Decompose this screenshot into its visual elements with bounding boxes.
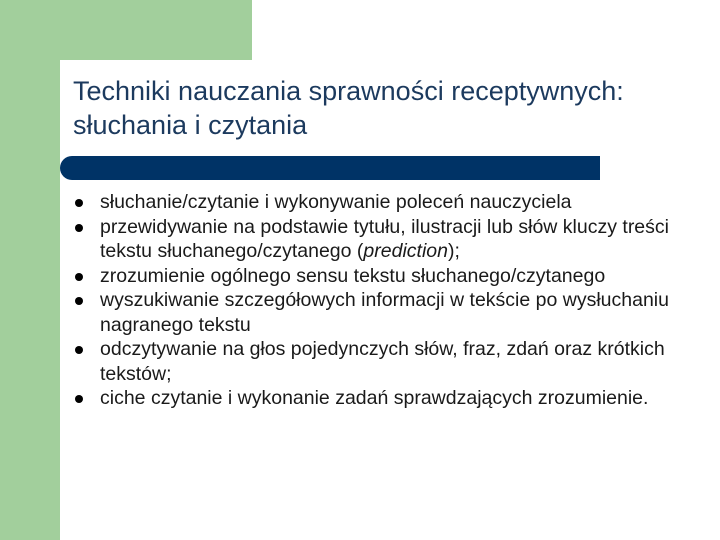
bullet-text: ciche czytanie i wykonanie zadań sprawdzających zrozumienie. bbox=[100, 387, 649, 409]
bullet-item bbox=[75, 215, 675, 264]
bullet-item bbox=[75, 264, 675, 289]
bullet-icon bbox=[75, 273, 83, 281]
bullet-text: przewidywanie na podstawie tytułu, ilustracji lub słów kluczy treści tekstu słuchanego/czytanego ( bbox=[100, 215, 669, 262]
slide-title: Techniki nauczania sprawności receptywnych: słuchania i czytania bbox=[73, 76, 624, 140]
bullet-icon bbox=[75, 297, 83, 305]
bullet-list bbox=[75, 190, 675, 411]
top-accent-bar bbox=[0, 0, 252, 60]
title-underline-bar bbox=[60, 156, 600, 180]
left-accent-bar bbox=[0, 0, 60, 540]
bullet-text: wyszukiwanie szczegółowych informacji w tekście po wysłuchaniu nagranego tekstu bbox=[100, 289, 669, 336]
bullet-text: odczytywanie na głos pojedynczych słów, fraz, zdań oraz krótkich tekstów; bbox=[100, 338, 665, 385]
bullet-icon bbox=[75, 224, 83, 232]
bullet-text-italic: prediction bbox=[363, 240, 448, 262]
bullet-text: zrozumienie ogólnego sensu tekstu słuchanego/czytanego bbox=[100, 264, 606, 287]
bullet-text: słuchanie/czytanie i wykonywanie poleceń nauczyciela bbox=[100, 191, 572, 213]
bullet-text-end: ); bbox=[447, 240, 460, 262]
bullet-icon bbox=[75, 346, 83, 354]
bullet-item bbox=[75, 337, 675, 386]
bullet-item bbox=[75, 288, 675, 337]
bullet-icon bbox=[75, 395, 83, 403]
bullet-item bbox=[75, 386, 675, 411]
bullet-icon bbox=[75, 199, 83, 207]
bullet-item bbox=[75, 190, 675, 215]
